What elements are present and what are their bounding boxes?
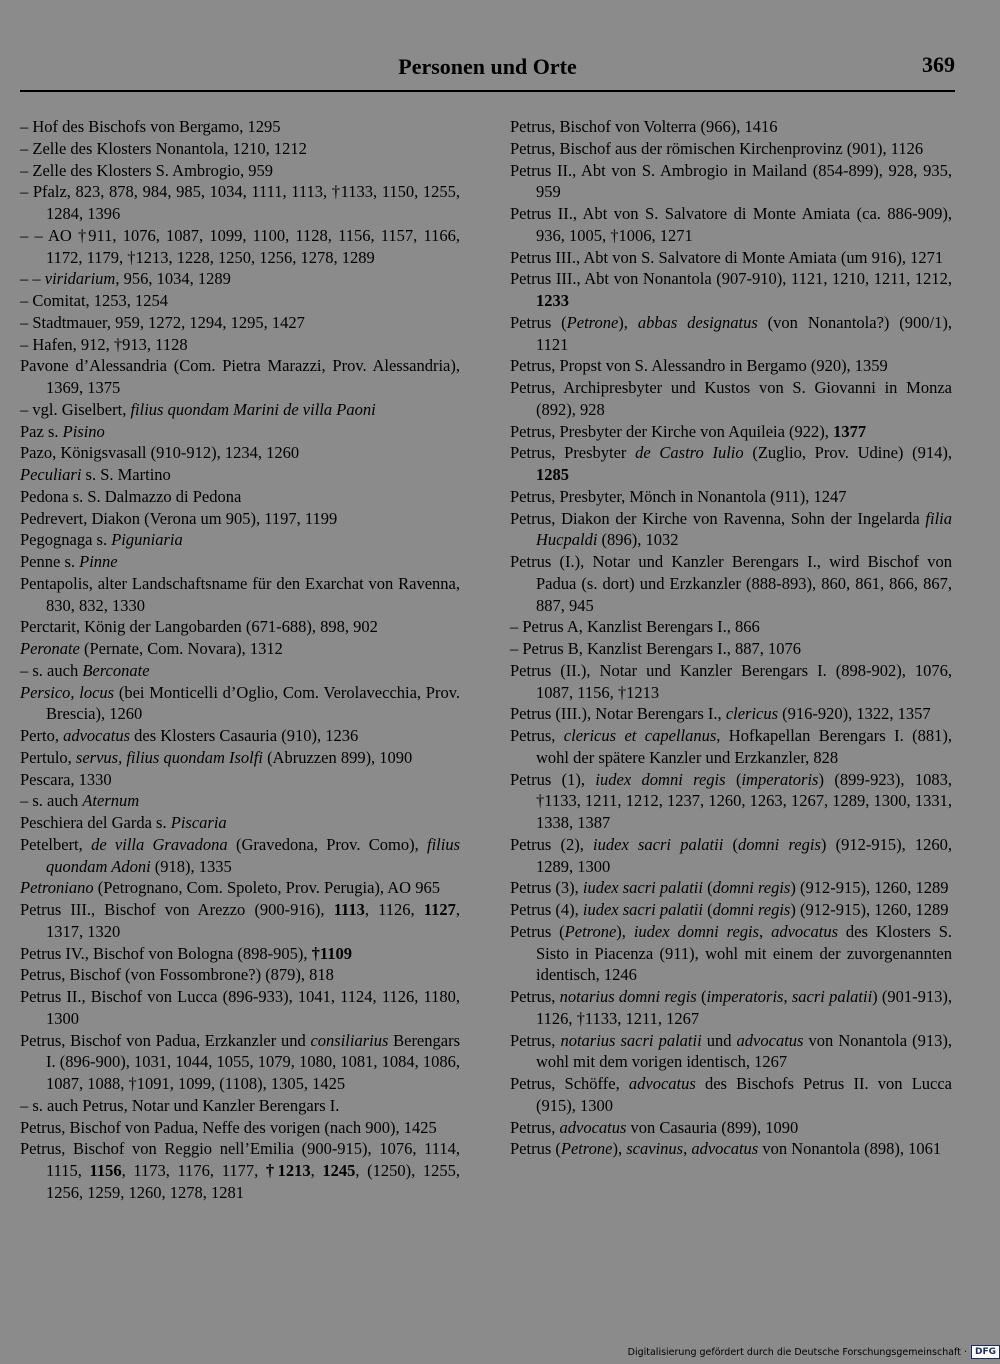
index-entry: Peculiari s. S. Martino — [20, 465, 171, 484]
right-column — [510, 116, 952, 1160]
index-entry: Petrus, Bischof von Volterra (966), 1416 — [510, 117, 778, 136]
page-title: Personen und Orte — [398, 54, 577, 79]
index-entry: Pentapolis, alter Landschaftsname für den Exarchat von Ravenna, 830, 832, 1330 — [20, 573, 460, 615]
index-entry: – Hof des Bischofs von Bergamo, 1295 — [20, 117, 281, 136]
index-entry: Petrus, Bischof von Reggio nell’Emilia (900-915), 1076, 1114, 1115, 1156, 1173, 1176, 1177, †1213, 1245, (1250), 1255, 1256, 1259, 1260, 1278, 1281 — [20, 1139, 461, 1202]
index-entry: Petrus, Bischof von Padua, Neffe des vorigen (nach 900), 1425 — [20, 1117, 437, 1137]
index-entry: – Hafen, 912, †913, 1128 — [20, 334, 188, 354]
index-entry: Pedrevert, Diakon (Verona um 905), 1197, 1199 — [20, 508, 338, 528]
index-entry: Peronate (Pernate, Com. Novara), 1312 — [20, 639, 283, 658]
index-entry: Petrus, Presbyter, Mönch in Nonantola (911), 1247 — [510, 486, 847, 506]
index-entry: Pegognaga s. Piguniaria — [20, 530, 183, 550]
index-entry: Petroniano (Petrognano, Com. Spoleto, Prov. Perugia), AO 965 — [20, 878, 440, 898]
index-entry: Petrus II., Bischof von Lucca (896-933), 1041, 1124, 1126, 1180, 1300 — [20, 987, 460, 1028]
index-entry: – – AO †911, 1076, 1087, 1099, 1100, 1128, 1156, 1157, 1166, 1172, 1179, †1213, 1228, 1250, 1256, 1278, 1289 — [20, 225, 460, 267]
index-entry: Petrus, Presbyter der Kirche von Aquileia (922), 1377 — [510, 421, 867, 441]
index-entry: Persico, locus (bei Monticelli d’Oglio, Com. Verolavecchia, Prov. Brescia), 1260 — [20, 682, 460, 724]
index-entry: Petrus, notarius sacri palatii und advocatus von Nonantola (913), wohl mit dem vorigen identisch, 1267 — [510, 1030, 952, 1072]
index-entry: Petrus, notarius domni regis (imperatoris, sacri palatii) (901-913), 1126, †1133, 1211, 1267 — [510, 987, 953, 1028]
index-entry: – vgl. Giselbert, filius quondam Marini de villa Paoni — [20, 399, 376, 419]
index-entry: Petrus (3), iudex sacri palatii (domni regis) (912-915), 1260, 1289 — [510, 878, 949, 898]
index-entry: Petrus (I.), Notar und Kanzler Berengars I., wird Bischof von Padua (s. dort) und Erzkanzler (888-893), 860, 861, 866, 867, 887, 945 — [510, 552, 952, 615]
index-entry: Petrus (Petrone), iudex domni regis, advocatus des Klosters S. Sisto in Piacenza (911), wohl mit einem der zuvorgenannten identisch, 1246 — [510, 921, 953, 985]
footer-text: Digitalisierung gefördert durch die Deutsche Forschungsgemeinschaft · — [627, 1346, 967, 1358]
index-entry: Penne s. Pinne — [20, 552, 118, 571]
footer — [628, 1343, 1000, 1361]
index-entry: Petrus, Bischof (von Fossombrone?) (879), 818 — [20, 965, 334, 985]
index-entry: Petrus, Bischof aus der römischen Kirchenprovinz (901), 1126 — [510, 138, 924, 158]
index-entry: Perto, advocatus des Klosters Casauria (910), 1236 — [20, 726, 359, 745]
index-entry: Perctarit, König der Langobarden (671-688), 898, 902 — [20, 617, 378, 637]
page-number: 369 — [922, 52, 955, 77]
index-entry: – s. auch Berconate — [20, 660, 150, 680]
index-entry: Petrus II., Abt von S. Ambrogio in Mailand (854-899), 928, 935, 959 — [510, 160, 952, 202]
index-entry: Petrus IV., Bischof von Bologna (898-905), †1109 — [20, 943, 352, 963]
left-column — [20, 116, 460, 1204]
index-entry: – Stadtmauer, 959, 1272, 1294, 1295, 1427 — [20, 312, 305, 332]
index-entry: – Comitat, 1253, 1254 — [20, 291, 169, 310]
index-entry: Petrus (Petrone), abbas designatus (von Nonantola?) (900/1), 1121 — [510, 312, 953, 354]
index-entry: Pescara, 1330 — [20, 769, 112, 789]
index-entry: Petrus (1), iudex domni regis (imperatoris) (899-923), 1083, †1133, 1211, 1212, 1237, 1260, 1263, 1267, 1289, 1300, 1331, 1338, 1387 — [510, 769, 952, 832]
index-entry: Petrus, Schöffe, advocatus des Bischofs Petrus II. von Lucca (915), 1300 — [510, 1074, 952, 1115]
index-entry: – Pfalz, 823, 878, 984, 985, 1034, 1111, 1113, †1133, 1150, 1255, 1284, 1396 — [20, 182, 460, 223]
index-entry: – Petrus A, Kanzlist Berengars I., 866 — [510, 617, 760, 637]
index-entry: Petrus, clericus et capellanus, Hofkapellan Berengars I. (881), wohl der spätere Kanzler und Erzkanzler, 828 — [510, 726, 952, 767]
index-entry: – Zelle des Klosters Nonantola, 1210, 1212 — [20, 138, 307, 158]
index-entry: Paz s. Pisino — [20, 421, 105, 441]
index-entry: – s. auch Petrus, Notar und Kanzler Berengars I. — [20, 1095, 340, 1115]
index-entry: Petrus (2), iudex sacri palatii (domni regis) (912-915), 1260, 1289, 1300 — [510, 834, 953, 876]
index-entry: Petrus III., Bischof von Arezzo (900-916), 1113, 1126, 1127, 1317, 1320 — [20, 900, 460, 941]
index-entry: Peschiera del Garda s. Piscaria — [20, 813, 227, 832]
index-entry: Petrus, advocatus von Casauria (899), 1090 — [510, 1117, 799, 1137]
index-entry: Pedona s. S. Dalmazzo di Pedona — [20, 486, 242, 506]
dfg-logo: DFG — [971, 1345, 1000, 1359]
index-entry: Petrus, Archipresbyter und Kustos von S. Giovanni in Monza (892), 928 — [510, 378, 952, 419]
index-entry: – Zelle des Klosters S. Ambrogio, 959 — [20, 160, 273, 180]
index-entry: Petrus II., Abt von S. Salvatore di Monte Amiata (ca. 886-909), 936, 1005, †1006, 1271 — [510, 204, 952, 245]
index-entry: Petrus (II.), Notar und Kanzler Berengars I. (898-902), 1076, 1087, 1156, †1213 — [510, 660, 952, 702]
index-entry: Pertulo, servus, filius quondam Isolfi (Abruzzen 899), 1090 — [20, 747, 413, 767]
index-entry: Pazo, Königsvasall (910-912), 1234, 1260 — [20, 443, 300, 463]
index-entry: – Petrus B, Kanzlist Berengars I., 887, 1076 — [510, 639, 801, 658]
index-entry: Petrus, Presbyter de Castro Iulio (Zuglio, Prov. Udine) (914), 1285 — [510, 443, 952, 484]
index-entry: Petrus, Diakon der Kirche von Ravenna, Sohn der Ingelarda filia Hucpaldi (896), 1032 — [510, 508, 952, 550]
index-entry: Petrus, Propst von S. Alessandro in Bergamo (920), 1359 — [510, 356, 888, 376]
index-entry: Petrus (Petrone), scavinus, advocatus von Nonantola (898), 1061 — [510, 1139, 942, 1159]
index-entry: Petrus (III.), Notar Berengars I., clericus (916-920), 1322, 1357 — [510, 704, 931, 724]
page-header — [20, 50, 955, 92]
index-entry: Pavone d’Alessandria (Com. Pietra Marazzi, Prov. Alessandria), 1369, 1375 — [20, 356, 460, 397]
index-entry: – s. auch Aternum — [20, 791, 140, 811]
index-entry: Petrus III., Abt von S. Salvatore di Monte Amiata (um 916), 1271 — [510, 247, 944, 267]
index-entry: Petelbert, de villa Gravadona (Gravedona, Prov. Como), filius quondam Adoni (918), 1335 — [20, 834, 461, 876]
index-entry: Petrus (4), iudex sacri palatii (domni regis) (912-915), 1260, 1289 — [510, 900, 949, 919]
index-entry: Petrus, Bischof von Padua, Erzkanzler und consiliarius Berengars I. (896-900), 1031, 1044, 1055, 1079, 1080, 1081, 1084, 1086, 1087, 1088, †1091, 1099, (1108), 1305, 1425 — [20, 1030, 461, 1093]
index-entry: Petrus III., Abt von Nonantola (907-910), 1121, 1210, 1211, 1212, 1233 — [510, 269, 952, 310]
index-entry: – – viridarium, 956, 1034, 1289 — [20, 269, 231, 289]
